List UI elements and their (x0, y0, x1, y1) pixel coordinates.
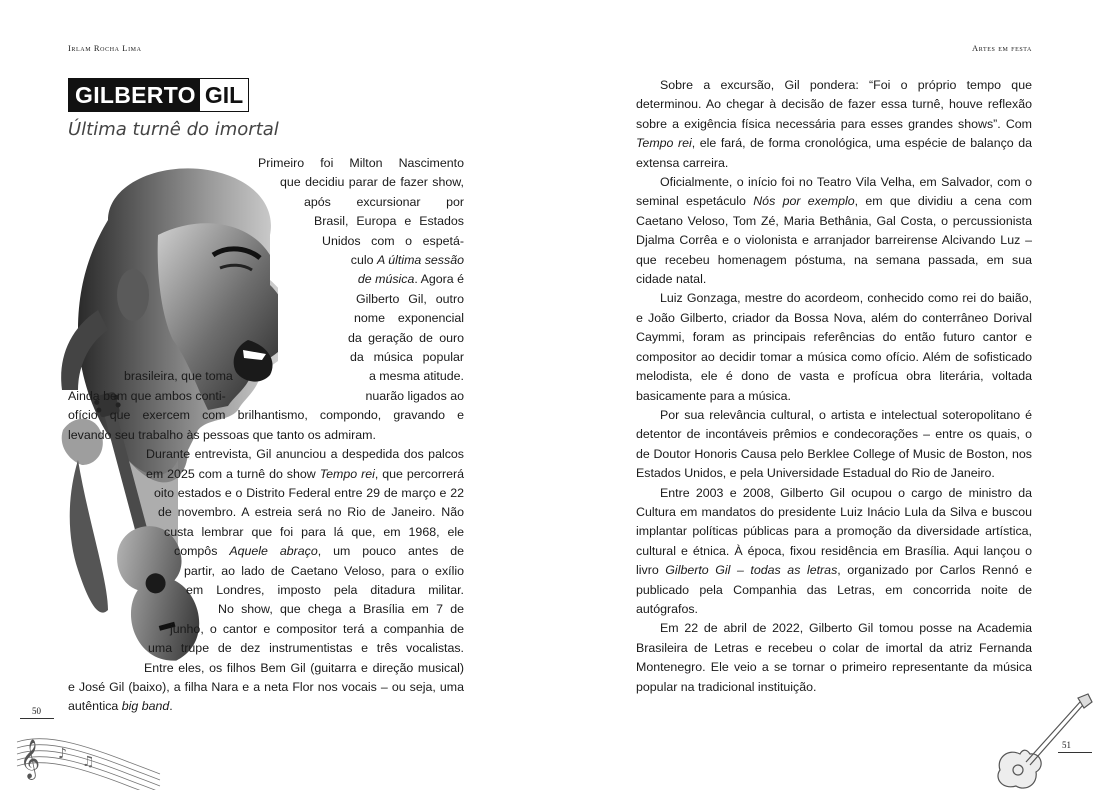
text-line: de novembro. A estreia será no Rio de Janeiro. Não (158, 505, 464, 520)
text-line: ofício que exercem com brilhantismo, compondo, gravando e (68, 408, 464, 423)
text-line: da geração de ouro (348, 330, 464, 345)
text-line: compôs Aquele abraço, um pouco antes de (174, 544, 464, 559)
text-line: Gilberto Gil, outro (356, 291, 464, 306)
paragraph: Sobre a excursão, Gil pondera: “Foi o próprio tempo que determinou. Ao chegar à decisão de fazer essa turnê, houve reflexão sobre a exigência física necessária para esses grandes shows”. Com Tempo rei, ele fará, de forma cronológica, uma espécie de balanço da extensa carreira. (636, 78, 1032, 170)
text-line: partir, ao lado de Caetano Veloso, para o exílio (184, 563, 464, 578)
text-line: após excursionar por (304, 194, 464, 209)
paragraph: Em 22 de abril de 2022, Gilberto Gil tomou posse na Academia Brasileira de Letras e recebeu o colar de imortal da atriz Fernanda Montenegro. Ele veio a se tornar o primeiro representante da música popular na tradicional instituição. (636, 621, 1032, 694)
text-line: autêntica big band. (68, 699, 173, 714)
svg-text:𝄞: 𝄞 (20, 739, 41, 779)
text-line: brasileira, que toma a mesma atitude. (124, 369, 464, 384)
text-line: custa lembrar que foi para lá que, em 1968, ele (164, 524, 464, 539)
text-line: No show, que chega a Brasília em 7 de (218, 602, 464, 617)
text-line: junho, o cantor e compositor terá a companhia de (170, 621, 464, 636)
text-line: que decidiu parar de fazer show, (280, 175, 464, 190)
article-title (68, 78, 249, 112)
page-number-rule (20, 718, 54, 719)
text-line: oito estados e o Distrito Federal entre 29 de março e 22 (154, 485, 464, 500)
svg-text:♪: ♪ (58, 746, 67, 762)
text-line: Unidos com o espetá- (322, 233, 464, 248)
paragraph: Por sua relevância cultural, o artista e intelectual soteropolitano é detentor de incontáveis prêmios e condecorações – entre os quais, o de Doutor Honoris Causa pelo Berklee College of Music de Boston, nos Estados Unidos, e pela Universidade Estadual do Rio de Janeiro. (636, 407, 1032, 481)
text-line: da música popular (350, 350, 464, 365)
guitar-icon (990, 692, 1100, 790)
article-title-part2: GIL (200, 79, 248, 111)
text-line: levando seu trabalho às pessoas que tanto os admiram. (68, 427, 376, 442)
paragraph: Oficialmente, o início foi no Teatro Vila Velha, em Salvador, com o seminal espetáculo Nós por exemplo, em que dividiu a cena com Caetano Veloso, Tom Zé, Maria Bethânia, Gal Costa, o percussionista Djalma Corrêa e o violonista e arranjador barreirense Alcivando Luz – que recebeu homenagem póstuma, na semana passada, em sua cidade natal. (636, 175, 1033, 287)
text-line: Durante entrevista, Gil anunciou a despedida dos palcos (146, 447, 464, 462)
text-line: Ainda bem que ambos conti- nuarão ligados ao (68, 388, 464, 403)
article-title-part1: GILBERTO (69, 79, 200, 111)
page-number-right: 51 (1062, 740, 1071, 750)
running-head-left: Irlam Rocha Lima (68, 43, 142, 53)
paragraph: Entre 2003 e 2008, Gilberto Gil ocupou o cargo de ministro da Cultura em mandatos do presidente Luiz Inácio Lula da Silva e buscou implantar políticas públicas para a promoção da diversidade artística, cultural e étnica. À época, fixou residência em Brasília. Aqui lançou o livro Gilberto Gil – todas as letras, organizado por Carlos Rennó e publicado pela Companhia das Letras, em concorrida noite de autógrafos. (636, 485, 1032, 616)
page-number-left: 50 (32, 706, 41, 716)
article-subtitle: Última turnê do imortal (68, 119, 279, 140)
text-line: e José Gil (baixo), a filha Nara e a neta Flor nos vocais – ou seja, uma (68, 679, 464, 694)
text-line: uma trupe de dez instrumentistas e três vocalistas. (148, 641, 464, 656)
running-head-right: Artes em festa (972, 43, 1032, 53)
text-line: nome exponencial (354, 311, 464, 326)
music-staff-icon (12, 722, 162, 790)
svg-text:♫: ♫ (82, 754, 95, 770)
text-line: de música. Agora é (357, 272, 464, 287)
text-line: em Londres, imposto pela ditadura militar. (186, 582, 464, 597)
text-line: Primeiro foi Milton Nascimento (258, 156, 464, 170)
text-line: em 2025 com a turnê do show Tempo rei, que percorrerá (146, 466, 465, 481)
left-column-text (68, 154, 464, 717)
text-line: Brasil, Europa e Estados (314, 214, 464, 229)
text-line: culo A última sessão (350, 253, 464, 268)
text-line: Entre eles, os filhos Bem Gil (guitarra e direção musical) (144, 660, 464, 675)
paragraph: Luiz Gonzaga, mestre do acordeom, conhecido como rei do baião, e João Gilberto, criador da Bossa Nova, além do conterrâneo Dorival Caymmi, foram as principais referências do então futuro cantor e compositor ao decidir tomar a música como ofício. Além de sofisticado melodista, ele é dono de vasta e profícua obra literária, voltada basicamente para a música. (636, 291, 1032, 403)
right-column-text (636, 76, 1032, 697)
